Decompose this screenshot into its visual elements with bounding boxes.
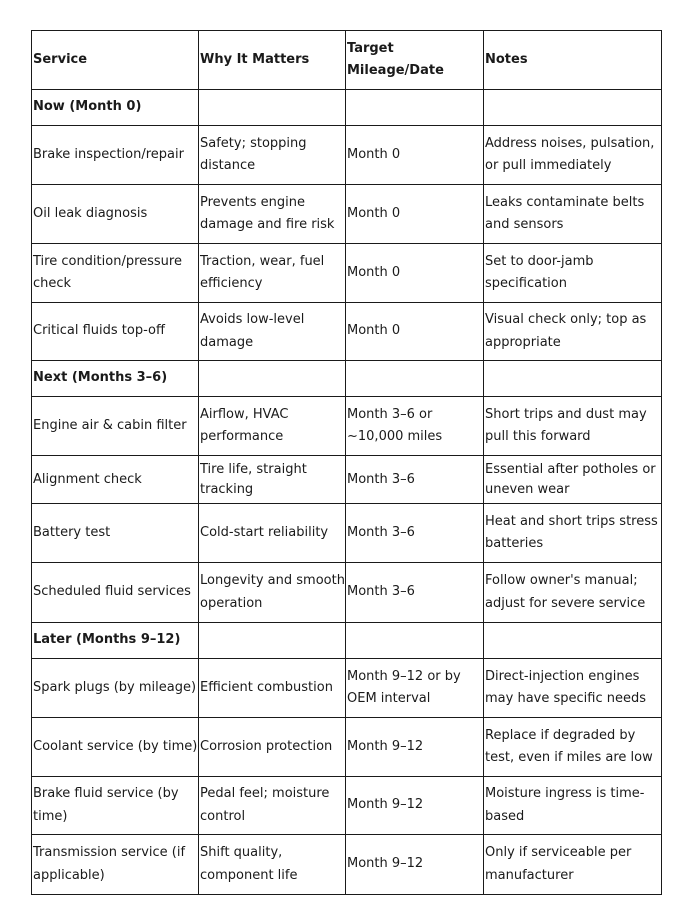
cell-notes: Essential after potholes or uneven wear bbox=[484, 456, 662, 504]
cell-why-it-matters bbox=[199, 90, 346, 126]
cell-notes: Visual check only; top as appropriate bbox=[484, 303, 662, 361]
section-title: Now (Month 0) bbox=[32, 90, 199, 126]
cell-service: Critical fluids top-off bbox=[32, 303, 199, 361]
table-row bbox=[32, 397, 662, 456]
cell-target-mileage-date bbox=[346, 90, 484, 126]
header-row bbox=[32, 31, 662, 90]
cell-target-mileage-date: Month 9–12 bbox=[346, 835, 484, 895]
cell-notes: Short trips and dust may pull this forward bbox=[484, 397, 662, 456]
cell-why-it-matters: Corrosion protection bbox=[199, 718, 346, 777]
table-row bbox=[32, 504, 662, 563]
cell-service: Coolant service (by time) bbox=[32, 718, 199, 777]
cell-why-it-matters bbox=[199, 623, 346, 659]
cell-why-it-matters: Shift quality, component life bbox=[199, 835, 346, 895]
cell-why-it-matters: Airflow, HVAC performance bbox=[199, 397, 346, 456]
cell-why-it-matters: Longevity and smooth operation bbox=[199, 563, 346, 623]
table-row bbox=[32, 185, 662, 244]
cell-target-mileage-date: Month 3–6 bbox=[346, 456, 484, 504]
column-header-why-it-matters: Why It Matters bbox=[199, 31, 346, 90]
cell-target-mileage-date bbox=[346, 623, 484, 659]
cell-notes: Follow owner's manual; adjust for severe service bbox=[484, 563, 662, 623]
cell-notes: Address noises, pulsation, or pull immediately bbox=[484, 126, 662, 185]
cell-notes bbox=[484, 90, 662, 126]
maintenance-schedule-table bbox=[31, 30, 662, 895]
cell-why-it-matters: Traction, wear, fuel efficiency bbox=[199, 244, 346, 303]
cell-why-it-matters: Tire life, straight tracking bbox=[199, 456, 346, 504]
cell-why-it-matters: Prevents engine damage and fire risk bbox=[199, 185, 346, 244]
section-heading-row bbox=[32, 90, 662, 126]
cell-service: Spark plugs (by mileage) bbox=[32, 659, 199, 718]
cell-target-mileage-date: Month 3–6 bbox=[346, 504, 484, 563]
cell-notes: Heat and short trips stress batteries bbox=[484, 504, 662, 563]
section-heading-row bbox=[32, 361, 662, 397]
cell-why-it-matters: Pedal feel; moisture control bbox=[199, 777, 346, 835]
cell-service: Brake fluid service (by time) bbox=[32, 777, 199, 835]
table-row bbox=[32, 718, 662, 777]
cell-notes: Only if serviceable per manufacturer bbox=[484, 835, 662, 895]
cell-why-it-matters: Cold-start reliability bbox=[199, 504, 346, 563]
cell-why-it-matters: Efficient combustion bbox=[199, 659, 346, 718]
cell-target-mileage-date: Month 9–12 or by OEM interval bbox=[346, 659, 484, 718]
table-body bbox=[32, 31, 662, 895]
table-row bbox=[32, 563, 662, 623]
table-row bbox=[32, 659, 662, 718]
table-row bbox=[32, 835, 662, 895]
column-header-target-mileage-date: Target Mileage/Date bbox=[346, 31, 484, 90]
cell-why-it-matters: Safety; stopping distance bbox=[199, 126, 346, 185]
cell-service: Brake inspection/repair bbox=[32, 126, 199, 185]
cell-service: Battery test bbox=[32, 504, 199, 563]
cell-notes: Replace if degraded by test, even if miles are low bbox=[484, 718, 662, 777]
cell-notes: Set to door-jamb specification bbox=[484, 244, 662, 303]
cell-service: Engine air & cabin filter bbox=[32, 397, 199, 456]
cell-target-mileage-date: Month 9–12 bbox=[346, 718, 484, 777]
cell-target-mileage-date: Month 9–12 bbox=[346, 777, 484, 835]
table-row bbox=[32, 777, 662, 835]
cell-target-mileage-date: Month 3–6 or ~10,000 miles bbox=[346, 397, 484, 456]
cell-target-mileage-date bbox=[346, 361, 484, 397]
section-title: Next (Months 3–6) bbox=[32, 361, 199, 397]
cell-target-mileage-date: Month 0 bbox=[346, 303, 484, 361]
cell-notes bbox=[484, 361, 662, 397]
cell-notes: Direct-injection engines may have specific needs bbox=[484, 659, 662, 718]
table-row bbox=[32, 303, 662, 361]
cell-why-it-matters bbox=[199, 361, 346, 397]
table-row bbox=[32, 456, 662, 504]
column-header-service: Service bbox=[32, 31, 199, 90]
cell-target-mileage-date: Month 0 bbox=[346, 244, 484, 303]
cell-service: Transmission service (if applicable) bbox=[32, 835, 199, 895]
cell-service: Tire condition/pressure check bbox=[32, 244, 199, 303]
section-title: Later (Months 9–12) bbox=[32, 623, 199, 659]
cell-target-mileage-date: Month 0 bbox=[346, 185, 484, 244]
cell-service: Oil leak diagnosis bbox=[32, 185, 199, 244]
column-header-notes: Notes bbox=[484, 31, 662, 90]
cell-service: Scheduled fluid services bbox=[32, 563, 199, 623]
cell-notes: Leaks contaminate belts and sensors bbox=[484, 185, 662, 244]
cell-notes: Moisture ingress is time-based bbox=[484, 777, 662, 835]
table-row bbox=[32, 126, 662, 185]
table-row bbox=[32, 244, 662, 303]
cell-service: Alignment check bbox=[32, 456, 199, 504]
cell-target-mileage-date: Month 0 bbox=[346, 126, 484, 185]
cell-notes bbox=[484, 623, 662, 659]
section-heading-row bbox=[32, 623, 662, 659]
cell-target-mileage-date: Month 3–6 bbox=[346, 563, 484, 623]
cell-why-it-matters: Avoids low-level damage bbox=[199, 303, 346, 361]
